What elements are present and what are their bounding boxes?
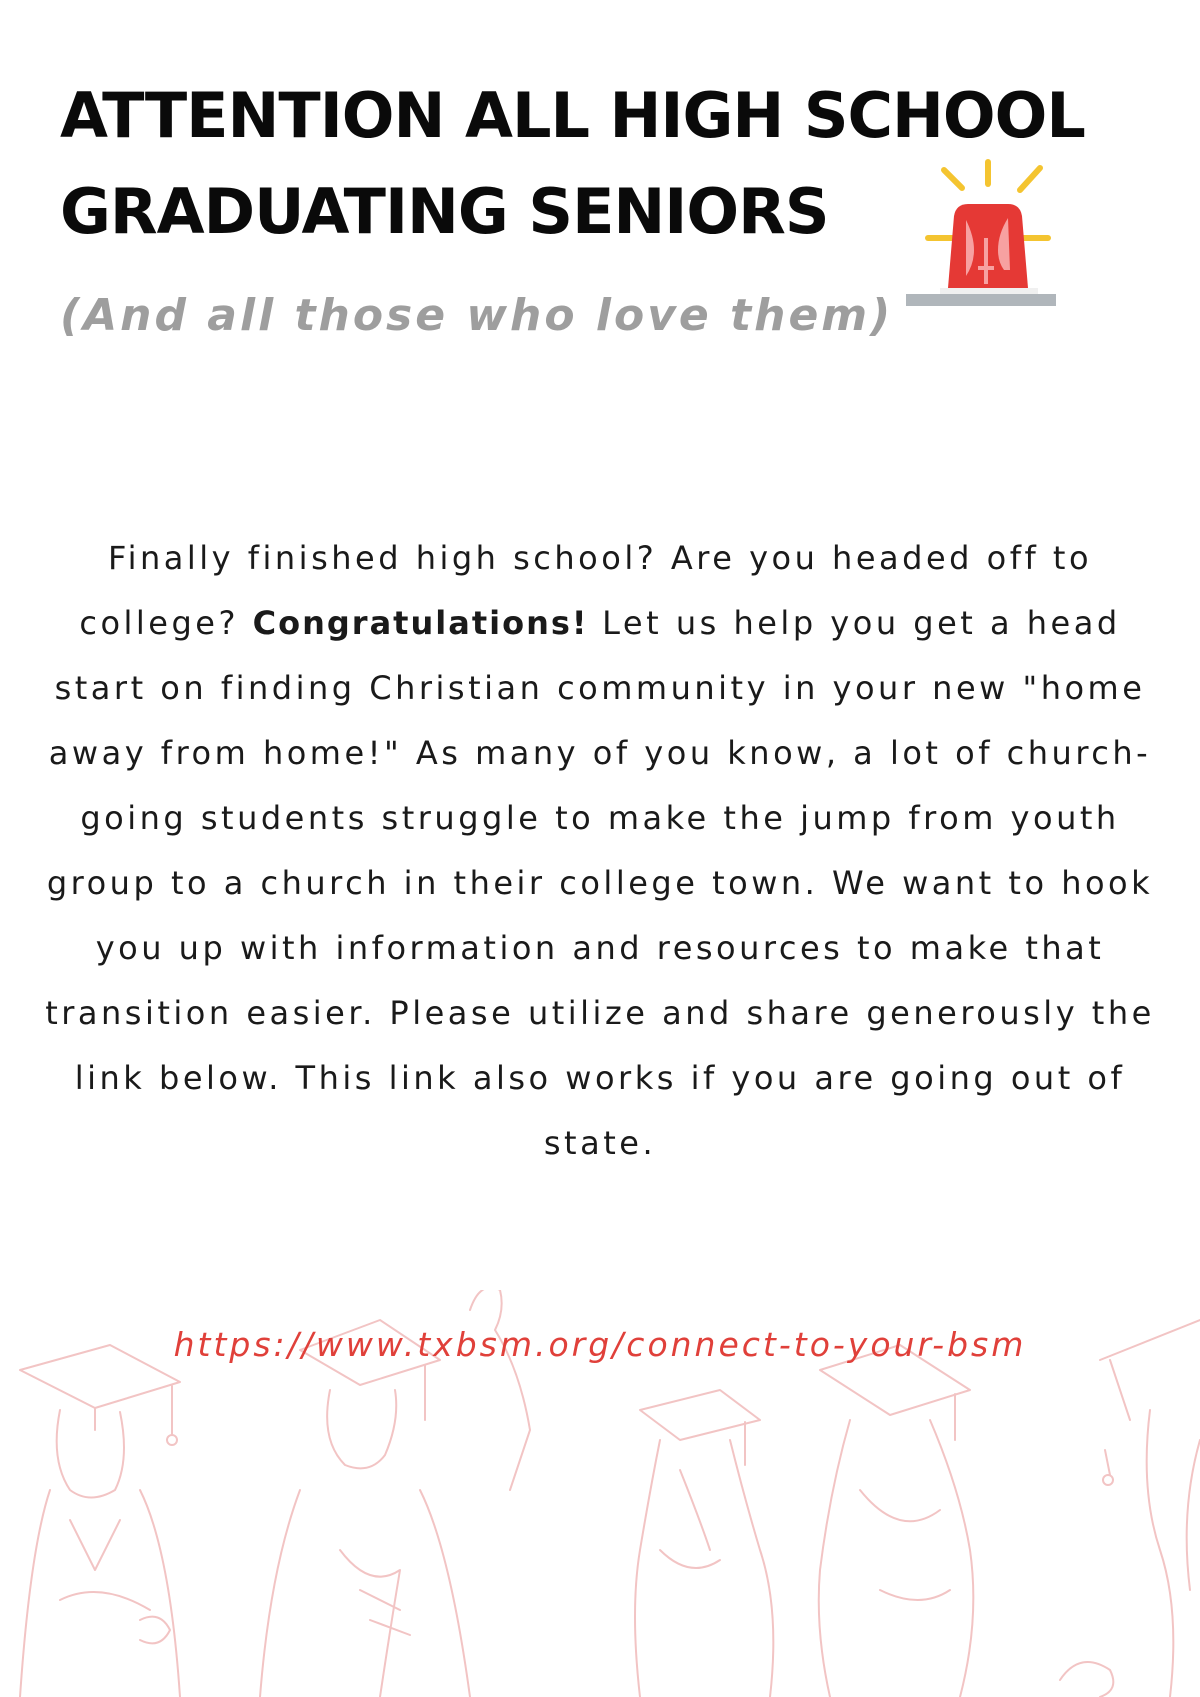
body-paragraph [40, 526, 1160, 1176]
body-text-main: Let us help you get a head start on finding Christian community in your new "home away from home!" As many of you know, a lot of church-going students struggle to make the jump from youth group to a church in their college town. We want to hook you up with information and resources to make that transition easier. Please utilize and share generously the link below. This link also works if you are going out of state. [45, 604, 1155, 1162]
graduate-figure [1100, 1320, 1200, 1697]
body-text-intro: Finally finished high school? Are you headed off to college? [79, 539, 1093, 642]
connect-link[interactable]: https://www.txbsm.org/connect-to-your-bsm [173, 1325, 1027, 1364]
congratulations-text: Congratulations! [252, 604, 589, 642]
alarm-siren-icon [890, 158, 1090, 350]
headline-line-1: ATTENTION ALL HIGH SCHOOL [60, 79, 1085, 152]
graduate-figure [819, 1345, 974, 1697]
graduate-figure [635, 1390, 773, 1697]
subtitle: (And all those who love them) [60, 290, 894, 341]
graduate-figure [20, 1345, 180, 1697]
headline-line-2: GRADUATING SENIORS [60, 175, 829, 248]
